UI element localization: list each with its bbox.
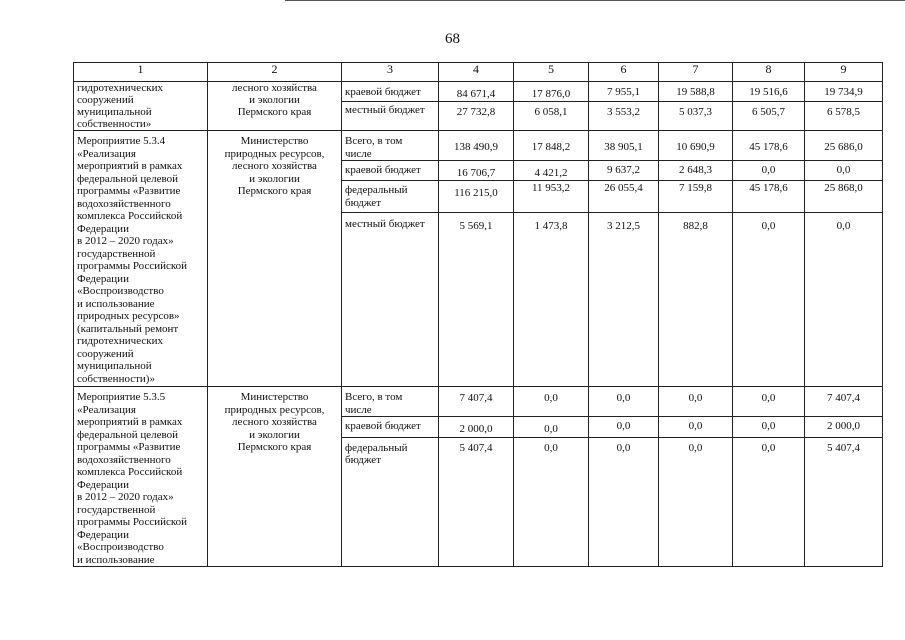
header-cell: 9: [805, 63, 883, 82]
value-cell: 7 159,8: [659, 181, 733, 213]
value-cell: 0,0: [589, 437, 659, 566]
responsible-organization: Министерство природных ресурсов, лесного хозяйства и экологии Пермского края: [208, 131, 342, 387]
value-cell: 0,0: [733, 161, 805, 181]
value-cell: 2 648,3: [659, 161, 733, 181]
value-cell: 6 505,7: [733, 102, 805, 131]
table-row: [74, 387, 883, 417]
value-cell: 1 473,8: [514, 213, 589, 387]
value-cell: 3 212,5: [589, 213, 659, 387]
value-cell: 25 868,0: [805, 181, 883, 213]
value-cell: 45 178,6: [733, 131, 805, 161]
table-header-row: [74, 63, 883, 82]
value-cell: 9 637,2: [589, 161, 659, 181]
value-cell: 10 690,9: [659, 131, 733, 161]
funding-source: Всего, в том числе: [342, 387, 439, 417]
value-cell: 0,0: [733, 387, 805, 417]
table-row: [74, 82, 883, 102]
funding-source: местный бюджет: [342, 213, 439, 387]
value-cell: 25 686,0: [805, 131, 883, 161]
header-cell: 4: [439, 63, 514, 82]
value-cell: 2 000,0: [439, 417, 514, 437]
value-cell: 5 037,3: [659, 102, 733, 131]
value-cell: 7 407,4: [805, 387, 883, 417]
value-cell: 0,0: [733, 213, 805, 387]
value-cell: 0,0: [659, 437, 733, 566]
value-cell: 84 671,4: [439, 82, 514, 102]
value-cell: 3 553,2: [589, 102, 659, 131]
funding-source: краевой бюджет: [342, 82, 439, 102]
value-cell: 882,8: [659, 213, 733, 387]
value-cell: 0,0: [589, 417, 659, 437]
value-cell: 0,0: [659, 387, 733, 417]
value-cell: 0,0: [805, 213, 883, 387]
measure-description: Мероприятие 5.3.4 «Реализация мероприятий в рамках федеральной целевой программы «Развитие водохозяйственного комплекса Российской Федерации в 2012 – 2020 годах» государственной программы Российской Федерации «Воспроизводство и использование природных ресурсов» (капитальный ремонт гидротехнических сооружений муниципальной собственности)»: [74, 131, 208, 387]
value-cell: 17 848,2: [514, 131, 589, 161]
value-cell: 0,0: [514, 437, 589, 566]
value-cell: 6 578,5: [805, 102, 883, 131]
value-cell: 19 734,9: [805, 82, 883, 102]
value-cell: 5 407,4: [439, 437, 514, 566]
value-cell: 6 058,1: [514, 102, 589, 131]
value-cell: 19 588,8: [659, 82, 733, 102]
value-cell: 11 953,2: [514, 181, 589, 213]
measure-description: гидротехнических сооружений муниципальной собственности»: [74, 82, 208, 131]
table-row: [74, 131, 883, 161]
value-cell: 116 215,0: [439, 181, 514, 213]
value-cell: 7 955,1: [589, 82, 659, 102]
funding-source: краевой бюджет: [342, 161, 439, 181]
responsible-organization: Министерство природных ресурсов, лесного хозяйства и экологии Пермского края: [208, 387, 342, 567]
value-cell: 0,0: [805, 161, 883, 181]
header-cell: 2: [208, 63, 342, 82]
value-cell: 5 569,1: [439, 213, 514, 387]
value-cell: 0,0: [733, 437, 805, 566]
value-cell: 17 876,0: [514, 82, 589, 102]
value-cell: 0,0: [514, 387, 589, 417]
top-rule: [285, 0, 905, 1]
value-cell: 0,0: [733, 417, 805, 437]
value-cell: 27 732,8: [439, 102, 514, 131]
funding-source: Всего, в том числе: [342, 131, 439, 161]
budget-table: [73, 62, 883, 567]
value-cell: 26 055,4: [589, 181, 659, 213]
header-cell: 6: [589, 63, 659, 82]
header-cell: 3: [342, 63, 439, 82]
header-cell: 5: [514, 63, 589, 82]
value-cell: 5 407,4: [805, 437, 883, 566]
funding-source: федеральный бюджет: [342, 437, 439, 566]
header-cell: 8: [733, 63, 805, 82]
value-cell: 138 490,9: [439, 131, 514, 161]
value-cell: 2 000,0: [805, 417, 883, 437]
value-cell: 19 516,6: [733, 82, 805, 102]
funding-source: краевой бюджет: [342, 417, 439, 437]
value-cell: 4 421,2: [514, 161, 589, 181]
funding-source: федеральный бюджет: [342, 181, 439, 213]
measure-description: Мероприятие 5.3.5 «Реализация мероприятий в рамках федеральной целевой программы «Развитие водохозяйственного комплекса Российской Федерации в 2012 – 2020 годах» государственной программы Российской Федерации «Воспроизводство и использование: [74, 387, 208, 567]
header-cell: 1: [74, 63, 208, 82]
value-cell: 45 178,6: [733, 181, 805, 213]
value-cell: 16 706,7: [439, 161, 514, 181]
page-number: 68: [445, 31, 460, 47]
value-cell: 0,0: [514, 417, 589, 437]
responsible-organization: лесного хозяйства и экологии Пермского края: [208, 82, 342, 131]
value-cell: 7 407,4: [439, 387, 514, 417]
value-cell: 38 905,1: [589, 131, 659, 161]
header-cell: 7: [659, 63, 733, 82]
value-cell: 0,0: [659, 417, 733, 437]
funding-source: местный бюджет: [342, 102, 439, 131]
value-cell: 0,0: [589, 387, 659, 417]
